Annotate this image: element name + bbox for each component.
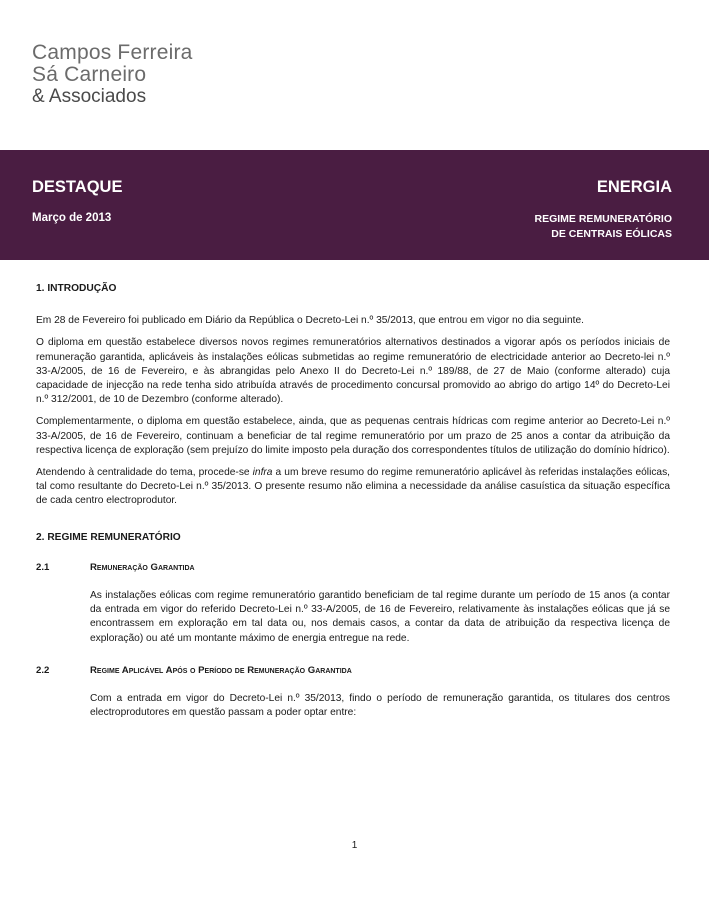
logo-line-2: Sá Carneiro bbox=[32, 63, 147, 86]
document-body bbox=[36, 282, 670, 720]
subsection-2-1-number: 2.1 bbox=[36, 561, 50, 573]
intro-paragraph-4-part-2: a um breve resumo do regime remuneratório aplicável às referidas instalações eólicas, tal como resultante do Decreto-Lei n.º 35/2013. O presente resumo não elimina a necessidade da análise casuística da situação específica de cada centro electroprodutor. bbox=[36, 467, 671, 507]
intro-paragraph-4-part-1: Atendendo à centralidade do tema, procede-se bbox=[36, 467, 253, 479]
banner-subtopic bbox=[535, 212, 672, 242]
logo-line-1: Campos Ferreira bbox=[32, 41, 193, 64]
intro-paragraph-4 bbox=[36, 466, 670, 509]
subsection-2-1-heading bbox=[36, 561, 670, 575]
banner-title: DESTAQUE bbox=[32, 178, 123, 196]
subsection-2-2-text: Com a entrada em vigor do Decreto-Lei n.º 35/2013, findo o período de remuneração garantida, os titulares dos centros electroprodutores em questão passam a poder optar entre: bbox=[90, 693, 670, 719]
intro-paragraph-4-italic: infra bbox=[252, 467, 273, 479]
intro-paragraph-2: O diploma em questão estabelece diversos novos regimes remuneratórios alternativos destinados a vigorar após os períodos iniciais de remuneração garantida, aplicáveis às instalações eólicas submetidas ao regime remuneratório de electricidade anterior ao Decreto-lei n.º 33-A/2005, de 16 de Fevereiro, e às abrangidas pelo Anexo II do Decreto-Lei n.º 189/88, de 27 de Maio (conforme alterado) cuja capacidade de injecção na rede tenha sido atribuída através de procedimento concursal promovido ao abrigo do artigo 14º do Decreto-Lei n.º 312/2001, de 10 de Dezembro (conforme alterado). bbox=[36, 337, 670, 406]
intro-paragraph-3: Complementarmente, o diploma em questão estabelece, ainda, que as pequenas centrais hídricas com regime anterior ao Decreto-Lei n.º 33-A/2005, de 16 de Fevereiro, continuam a beneficiar de tal regime remuneratório por um prazo de 25 anos a contar da atribuição da respectiva licença de exploração (sem prejuízo do limite imposto pela duração dos correspondentes títulos de utilização do domínio hídrico). bbox=[36, 416, 670, 456]
banner-topic: ENERGIA bbox=[596, 178, 672, 196]
page-number: 1 bbox=[351, 840, 358, 851]
firm-logo bbox=[32, 42, 193, 108]
intro-paragraph-1: Em 28 de Fevereiro foi publicado em Diário da República o Decreto-Lei n.º 35/2013, que entrou em vigor no dia seguinte. bbox=[36, 315, 584, 327]
subsection-2-1-text: As instalações eólicas com regime remuneratório garantido beneficiam de tal regime durante um período de 15 anos (a contar da entrada em vigor do referido Decreto-Lei n.º 33-A/2005, de 16 de Fevereiro, relativamente às instalações eólicas que já se encontrassem em exploração em tal data ou, nos demais casos, a contar da data de atribuição da respectiva licença de exploração) ou até um montante máximo de energia entregue na rede. bbox=[90, 590, 670, 644]
section-2-heading: 2. REGIME REMUNERATÓRIO bbox=[36, 531, 181, 543]
logo-line-3: & Associados bbox=[32, 86, 147, 107]
subsection-2-2-title: Regime Aplicável Após o Período de Remuneração Garantida bbox=[90, 664, 352, 676]
banner-subtopic-line-1: REGIME REMUNERATÓRIO bbox=[534, 213, 672, 225]
subsection-2-2-number: 2.2 bbox=[36, 664, 50, 676]
banner-date: Março de 2013 bbox=[32, 212, 112, 224]
subsection-2-2-heading bbox=[36, 664, 670, 678]
section-1-heading: 1. INTRODUÇÃO bbox=[36, 283, 117, 294]
header-banner bbox=[0, 150, 709, 260]
subsection-2-1-title: Remuneração Garantida bbox=[90, 561, 195, 573]
banner-subtopic-line-2: DE CENTRAIS EÓLICAS bbox=[551, 228, 672, 240]
